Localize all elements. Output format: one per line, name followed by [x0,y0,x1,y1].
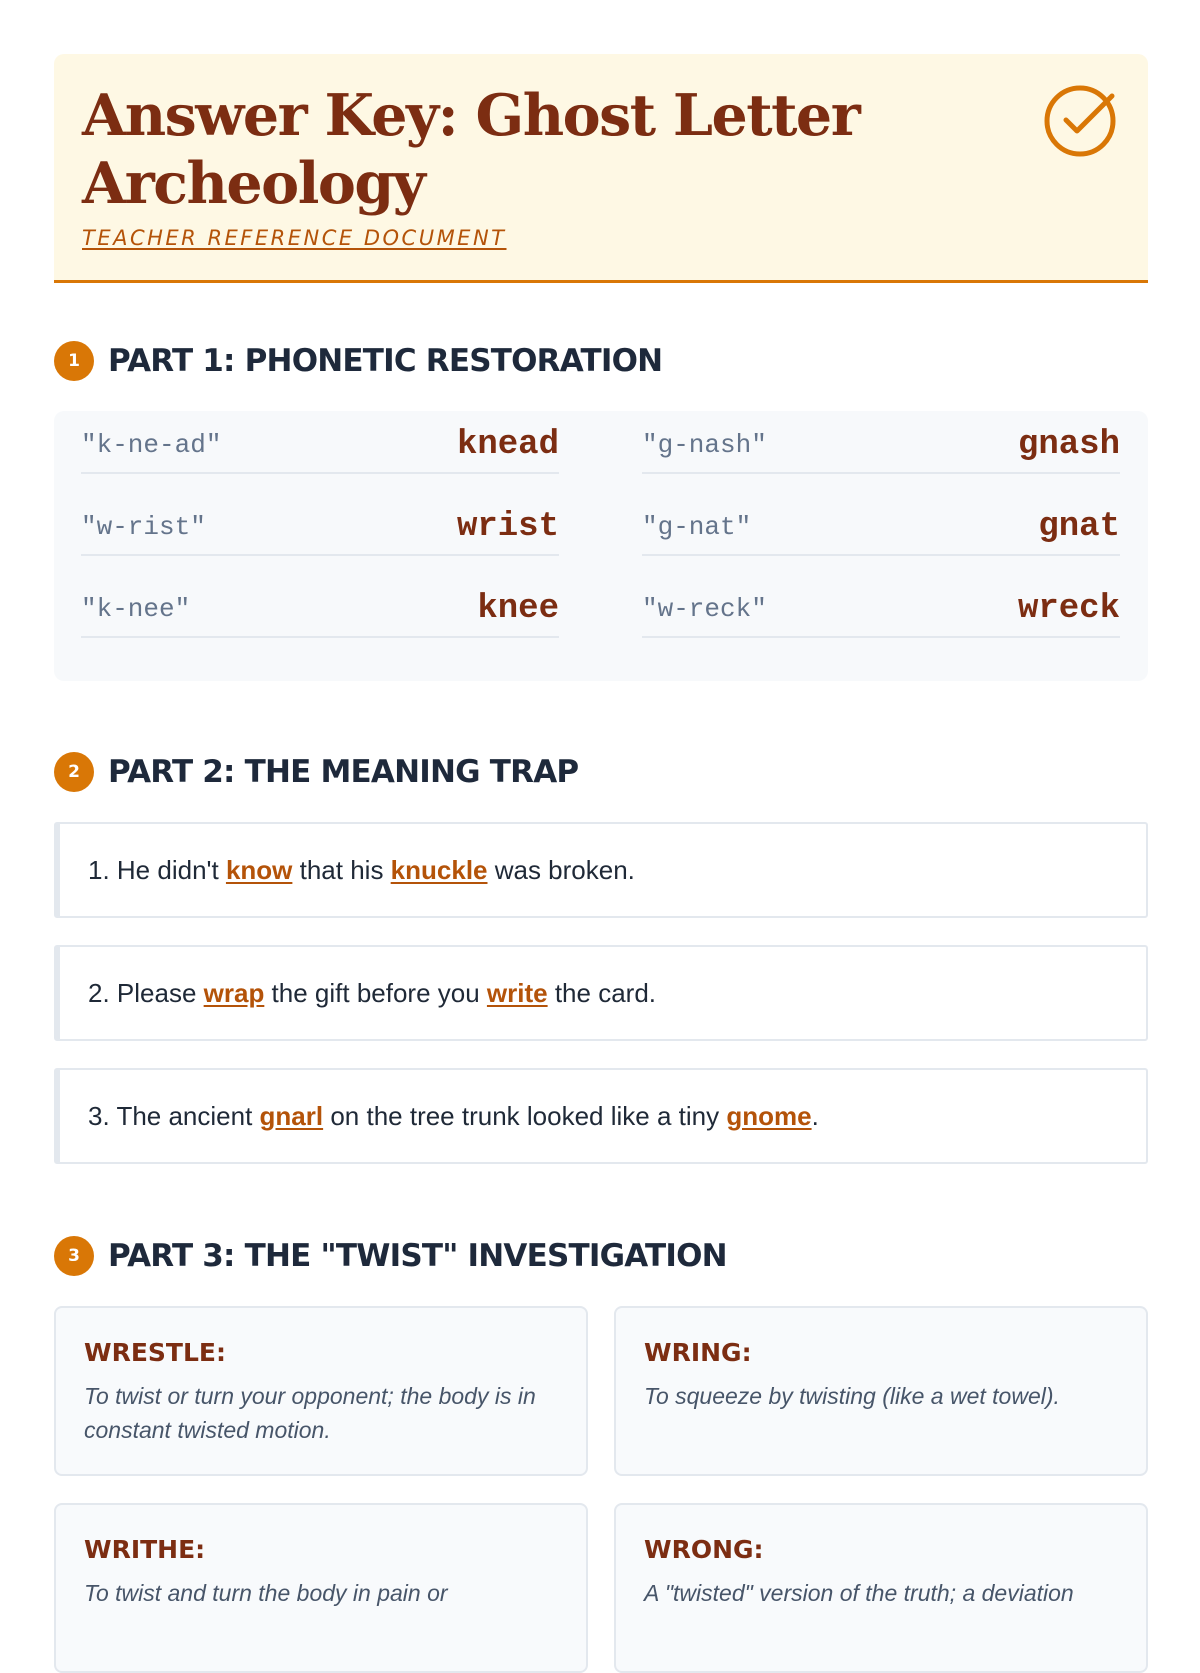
card-definition: To twist and turn the body in pain or [84,1580,448,1606]
restoration-item [642,418,1120,474]
sentence-text: the gift before you [264,977,487,1008]
section-header-part-2 [54,752,578,792]
sentence-text: was broken. [487,854,635,885]
definition-card [614,1306,1148,1476]
restored-word: knee [477,590,559,628]
definition-card [614,1503,1148,1673]
card-term: WRITHE: [84,1535,206,1564]
section-number-badge: 3 [54,1236,94,1276]
answer-key-page [54,54,1148,1606]
section-header-part-1 [54,341,662,381]
silent-letter-word: gnome [726,1100,812,1131]
silent-letter-word: gnarl [259,1100,324,1131]
restoration-item [81,582,559,638]
section-number-badge: 2 [54,752,94,792]
sentence-text: on the tree trunk looked like a tiny [323,1100,727,1131]
restoration-item [642,582,1120,638]
section-header-part-3 [54,1236,727,1276]
silent-letter-word: know [225,854,293,885]
restored-word: gnat [1038,508,1120,546]
restored-word: wrist [456,508,559,546]
silent-letter-word: knuckle [390,854,488,885]
sentence-card [54,1068,1148,1164]
page-title: Answer Key: Ghost Letter Archeology [82,82,860,217]
restored-word: wreck [1017,590,1120,628]
restored-word: gnash [1017,426,1120,464]
phonetic-clue: "w-rist" [81,512,206,542]
section-title: PART 1: PHONETIC RESTORATION [108,343,663,379]
card-term: WRING: [644,1338,752,1367]
definition-card [54,1306,588,1476]
definition-card [54,1503,588,1673]
section-title: PART 3: THE "TWIST" INVESTIGATION [108,1238,727,1274]
card-definition: To twist or turn your opponent; the body is in constant twisted motion. [84,1383,536,1443]
restored-word: knead [456,426,559,464]
phonetic-clue: "g-nash" [642,430,767,460]
phonetic-clue: "k-nee" [81,594,191,624]
phonetic-restoration-panel [54,411,1148,681]
card-term: WRESTLE: [84,1338,226,1367]
silent-letter-word: write [486,977,548,1008]
phonetic-clue: "k-ne-ad" [81,430,222,460]
sentence-text: the card. [547,977,657,1008]
sentence-text: 2. Please [88,977,204,1008]
card-definition: A "twisted" version of the truth; a deviation [644,1580,1074,1606]
restoration-item [642,500,1120,556]
sentence-text: 1. He didn't [88,854,226,885]
card-term: WRONG: [644,1535,764,1564]
section-number-badge: 1 [54,341,94,381]
phonetic-clue: "g-nat" [642,512,752,542]
sentence-text: . [811,1100,819,1131]
sentence-card [54,822,1148,918]
sentence-card [54,945,1148,1041]
sentence-text: that his [292,854,391,885]
phonetic-clue: "w-reck" [642,594,767,624]
restoration-item [81,500,559,556]
check-circle-icon [1042,82,1120,160]
page-subtitle: TEACHER REFERENCE DOCUMENT [82,226,507,250]
restoration-item [81,418,559,474]
sentence-text: 3. The ancient [88,1100,260,1131]
section-title: PART 2: THE MEANING TRAP [108,754,579,790]
card-definition: To squeeze by twisting (like a wet towel). [644,1383,1060,1409]
document-header [54,54,1148,283]
silent-letter-word: wrap [203,977,265,1008]
